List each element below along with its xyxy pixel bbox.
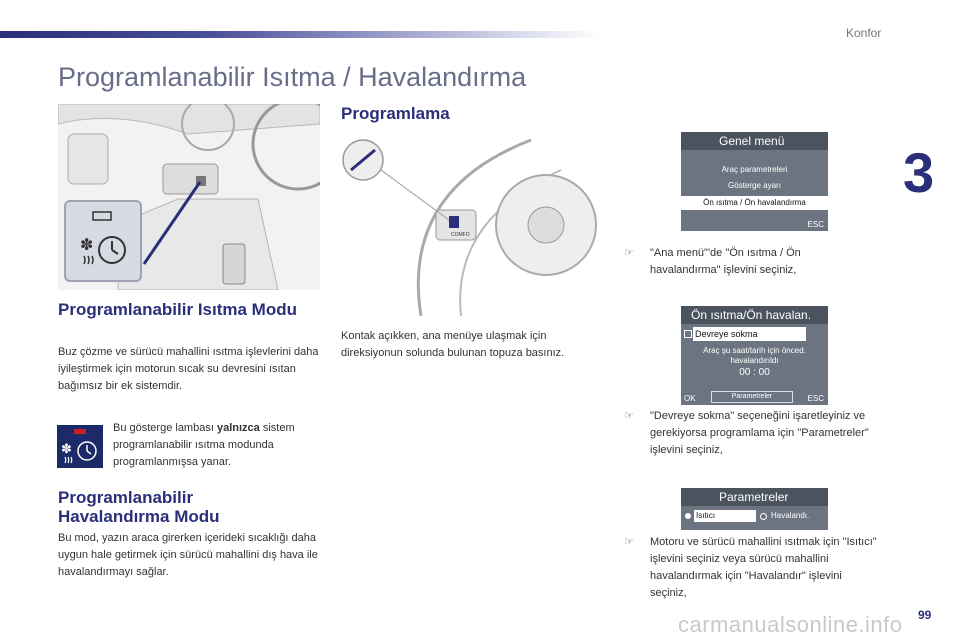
esc-label: ESC xyxy=(807,220,824,229)
section-label: Konfor xyxy=(846,26,882,40)
parameters-screen-title: Parametreler xyxy=(681,488,828,506)
preheat-status-line-2: havalandırıldı xyxy=(730,356,779,365)
indicator-text-before: Bu gösterge lambası xyxy=(113,422,217,434)
watermark: carmanualsonline.info xyxy=(678,612,903,637)
indicator-text-after: sistem programlanabilir ısıtma modunda programlanmışsa yanar. xyxy=(113,422,295,468)
indicator-fan-clock-icon xyxy=(57,425,103,468)
ventilation-mode-text: Bu mod, yazın araca girerken içerideki sıcaklığı daha uygun hale getirmek için sürücü mahallini dış hava ile havalandırmayı sağlar. xyxy=(58,532,318,578)
ok-label: OK xyxy=(684,394,696,403)
ventilation-radio-icon xyxy=(760,513,767,520)
comfort-stalk-label: COMFO xyxy=(451,232,470,238)
step-1-bullet-icon: ☞ xyxy=(624,247,634,259)
step-3-text: Motoru ve sürücü mahallini ısıtmak için "Isıtıcı" işlevini seçiniz veya sürücü mahallini havalandırmak için "Havalandır" işlevini seçiniz, xyxy=(650,536,877,599)
menu-item-display-settings: Gösterge ayarı xyxy=(728,181,781,190)
svg-text:✽: ✽ xyxy=(61,442,72,457)
header-gradient-bar xyxy=(0,31,600,38)
parameters-screen xyxy=(681,488,828,530)
heating-mode-heading: Programlanabilir Isıtma Modu xyxy=(58,300,297,319)
preheat-screen xyxy=(681,306,828,405)
step-3 xyxy=(624,534,884,602)
dashboard-illustration xyxy=(58,104,320,290)
step-1 xyxy=(624,245,854,279)
main-menu-screen xyxy=(681,132,828,231)
step-1-text: "Ana menü"'de "Ön ısıtma / Ön havalandırma" işlevini seçiniz, xyxy=(650,247,801,276)
preheat-screen-title: Ön ısıtma/Ön havalan. xyxy=(681,306,828,324)
step-2-text: "Devreye sokma" seçeneğini işaretleyiniz ve gerekiyorsa programlama için "Parametreler" işlevini seçiniz, xyxy=(650,410,869,456)
activate-checkbox xyxy=(684,330,692,338)
indicator-description xyxy=(113,420,321,471)
menu-item-vehicle-params: Araç parametreleri xyxy=(721,165,788,174)
step-2-bullet-icon: ☞ xyxy=(624,410,634,422)
esc-label-2: ESC xyxy=(807,394,824,403)
parameters-button: Parametreler xyxy=(711,391,793,403)
ventilation-option: Havalandı. xyxy=(771,511,810,520)
steering-wheel-drawing xyxy=(341,130,607,316)
step-2 xyxy=(624,408,874,460)
chapter-number: 3 xyxy=(903,141,935,204)
heater-fan-clock-icon xyxy=(66,202,140,280)
ventilation-mode-heading: Programlanabilir Havalandırma Modu xyxy=(58,488,220,526)
programming-heading: Programlama xyxy=(341,104,450,123)
heater-indicator-lamp xyxy=(57,425,103,468)
programming-instruction: Kontak açıkken, ana menüye ulaşmak için direksiyonun solunda bulunan topuza basınız. xyxy=(341,330,565,359)
heater-radio-icon xyxy=(685,513,691,519)
activate-option: Devreye sokma xyxy=(693,327,806,341)
preheat-status-line-1: Araç şu saat/tarih için önced. xyxy=(703,346,806,355)
step-3-bullet-icon: ☞ xyxy=(624,536,634,548)
menu-item-preheat-prevent: Ön ısıtma / Ön havalandırma xyxy=(681,196,828,210)
steering-wheel-illustration xyxy=(341,130,607,316)
preheat-time: 00 : 00 xyxy=(739,367,770,378)
indicator-text-bold: yalnızca xyxy=(216,422,260,434)
heating-mode-text: Buz çözme ve sürücü mahallini ısıtma işlevlerini daha iyileştirmek için motorun sıcak su devresini ısıtan bağımsız bir ek sistemdir. xyxy=(58,346,319,392)
page-number: 99 xyxy=(918,608,932,622)
heater-option: Isıtıcı xyxy=(694,510,756,522)
heater-button-callout xyxy=(64,200,142,282)
svg-text:✽: ✽ xyxy=(80,235,94,254)
main-menu-title: Genel menü xyxy=(681,132,828,150)
page-title: Programlanabilir Isıtma / Havalandırma xyxy=(58,62,527,92)
